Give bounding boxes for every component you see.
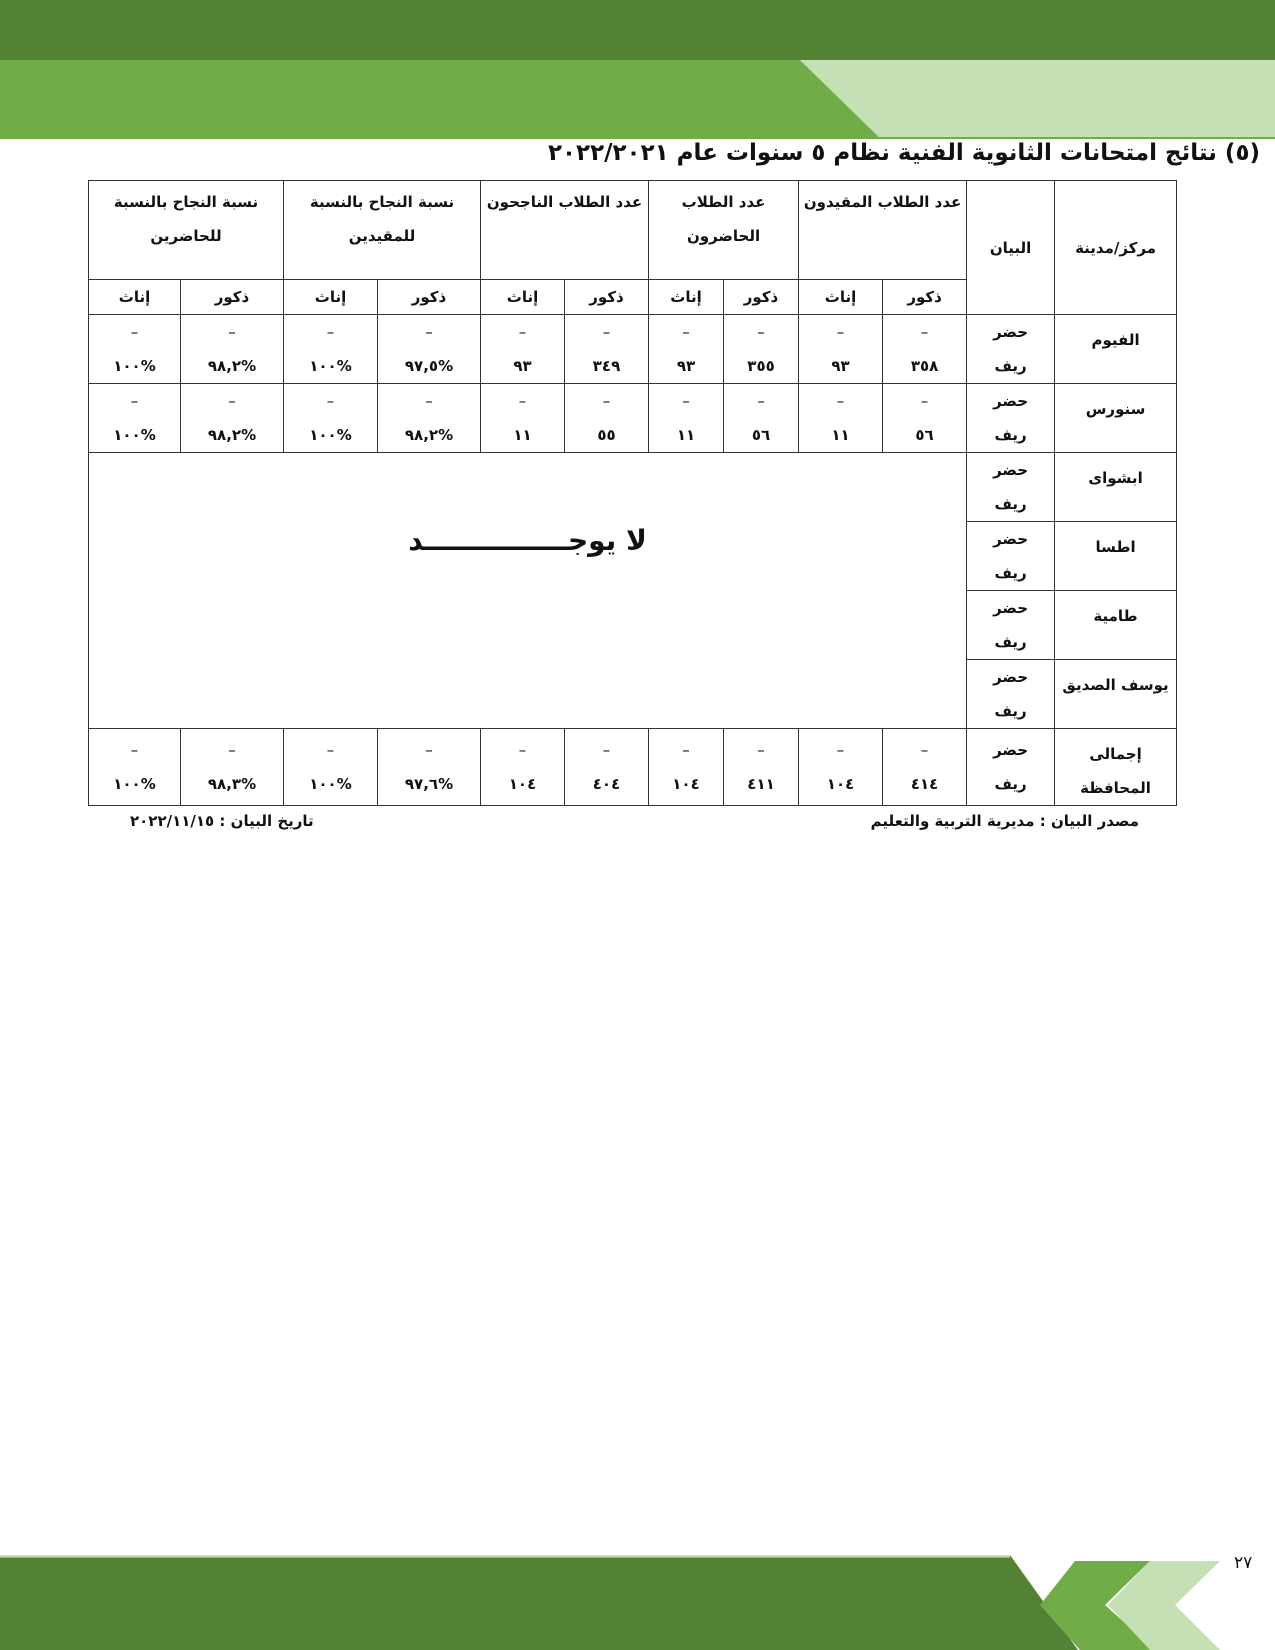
urban-label: حضر xyxy=(993,461,1028,479)
header-female: إناث xyxy=(649,280,724,315)
rural-label: ريف xyxy=(994,495,1027,513)
cell-value: – xyxy=(518,392,527,410)
row-center-name: ابشواى xyxy=(1055,453,1177,522)
rural-label: ريف xyxy=(994,702,1027,720)
cell-value: – xyxy=(326,323,335,341)
cell-value: ١٠٤ xyxy=(508,775,537,793)
cell-value: %٩٧,٥ xyxy=(404,357,454,375)
rural-label: ريف xyxy=(994,426,1027,444)
cell-value: ١٠٤ xyxy=(672,775,700,793)
cell-value: – xyxy=(682,323,690,341)
results-table xyxy=(88,180,1177,806)
header-female: إناث xyxy=(799,280,883,315)
cell-value: – xyxy=(757,741,765,759)
source-note: مصدر البيان : مديرية التربية والتعليم xyxy=(870,812,1139,830)
header-female: إناث xyxy=(89,280,181,315)
cell-value: ٣٥٨ xyxy=(910,357,939,375)
no-data-text: لا يوجـــــــــــــــد xyxy=(408,524,647,557)
header-male: ذكور xyxy=(883,280,967,315)
cell-value: %٩٨,٢ xyxy=(404,426,454,444)
cell-value: %٩٨,٢ xyxy=(207,426,257,444)
cell-value: – xyxy=(920,741,929,759)
cell-value: %١٠٠ xyxy=(113,426,156,444)
row-center-name: طامية xyxy=(1055,591,1177,660)
header-statement: البيان xyxy=(967,181,1055,315)
cell-value: ٤٠٤ xyxy=(592,775,621,793)
cell-value: – xyxy=(326,741,335,759)
cell-value: ٤١٤ xyxy=(910,775,939,793)
cell-value: – xyxy=(130,392,139,410)
cell-value: – xyxy=(228,392,236,410)
cell-value: – xyxy=(228,741,236,759)
table-row xyxy=(89,453,1177,522)
cell-value: %٩٨,٣ xyxy=(207,775,257,793)
cell-value: ٩٣ xyxy=(831,357,850,375)
cell-value: – xyxy=(130,323,139,341)
no-data-cell xyxy=(89,453,967,729)
urban-label: حضر xyxy=(993,323,1028,341)
header-enrolled: عدد الطلاب المقيدون xyxy=(799,181,967,280)
header-center: مركز/مدينة xyxy=(1055,181,1177,315)
cell-value: – xyxy=(425,741,433,759)
cell-value: %١٠٠ xyxy=(309,357,352,375)
rural-label: ريف xyxy=(994,357,1027,375)
cell-value: – xyxy=(920,392,929,410)
row-center-name: إجمالى المحافظة xyxy=(1055,729,1177,806)
row-labels xyxy=(967,315,1055,384)
table-row xyxy=(89,384,1177,453)
cell-value: – xyxy=(602,323,611,341)
page-title: (٥) نتائج امتحانات الثانوية الفنية نظام ٥ سنوات عام ٢٠٢٢/٢٠٢١ xyxy=(547,140,1260,166)
urban-label: حضر xyxy=(993,392,1028,410)
row-center-name: سنورس xyxy=(1055,384,1177,453)
cell-value: ٥٦ xyxy=(915,426,934,444)
cell-value: – xyxy=(602,741,611,759)
cell-value: ١١ xyxy=(676,426,696,444)
cell-value: – xyxy=(228,323,236,341)
urban-label: حضر xyxy=(993,530,1028,548)
cell-value: – xyxy=(326,392,335,410)
urban-label: حضر xyxy=(993,599,1028,617)
row-center-name: اطسا xyxy=(1055,522,1177,591)
cell-value: – xyxy=(920,323,929,341)
top-decorative-band xyxy=(0,0,1275,140)
rural-label: ريف xyxy=(994,564,1027,582)
header-female: إناث xyxy=(481,280,565,315)
header-male: ذكور xyxy=(724,280,799,315)
rural-label: ريف xyxy=(994,633,1027,651)
bottom-decorative-band xyxy=(0,1555,1275,1650)
cell-value: ٩٣ xyxy=(676,357,696,375)
header-attended: عدد الطلاب الحاضرون xyxy=(649,181,799,280)
cell-value: – xyxy=(757,392,765,410)
urban-label: حضر xyxy=(993,741,1028,759)
cell-value: – xyxy=(836,392,845,410)
cell-value: %٩٧,٦ xyxy=(404,775,454,793)
header-pass-rate-attended: نسبة النجاح بالنسبة للحاضرين xyxy=(89,181,284,280)
cell-value: %١٠٠ xyxy=(309,775,352,793)
cell-value: – xyxy=(836,741,845,759)
cell-value: – xyxy=(425,392,433,410)
header-female: إناث xyxy=(284,280,378,315)
cell-value: – xyxy=(836,323,845,341)
cell-value: ٥٦ xyxy=(751,426,771,444)
header-male: ذكور xyxy=(565,280,649,315)
urban-label: حضر xyxy=(993,668,1028,686)
cell-value: – xyxy=(130,741,139,759)
row-center-name: يوسف الصديق xyxy=(1055,660,1177,729)
row-labels xyxy=(967,660,1055,729)
cell-value: – xyxy=(518,741,527,759)
header-male: ذكور xyxy=(378,280,481,315)
page-number: ٢٧ xyxy=(1234,1553,1253,1573)
header-passed: عدد الطلاب الناجحون xyxy=(481,181,649,280)
header-male: ذكور xyxy=(181,280,284,315)
cell-value: – xyxy=(518,323,527,341)
cell-value: ٥٥ xyxy=(597,426,616,444)
cell-value: – xyxy=(602,392,611,410)
cell-value: ٤١١ xyxy=(747,775,775,793)
cell-value: – xyxy=(682,741,690,759)
cell-value: ١١ xyxy=(513,426,532,444)
cell-value: ٣٤٩ xyxy=(592,357,621,375)
cell-value: %١٠٠ xyxy=(309,426,352,444)
header-pass-rate-enrolled: نسبة النجاح بالنسبة للمقيدين xyxy=(284,181,481,280)
table-row-total xyxy=(89,729,1177,806)
cell-value: – xyxy=(682,392,690,410)
row-labels xyxy=(967,522,1055,591)
cell-value: ٣٥٥ xyxy=(747,357,775,375)
row-center-name: الفيوم xyxy=(1055,315,1177,384)
cell-value: %١٠٠ xyxy=(113,357,156,375)
row-labels xyxy=(967,591,1055,660)
cell-value: %٩٨,٢ xyxy=(207,357,257,375)
cell-value: ١٠٤ xyxy=(826,775,855,793)
cell-value: – xyxy=(425,323,433,341)
cell-value: %١٠٠ xyxy=(113,775,156,793)
row-labels xyxy=(967,729,1055,806)
table-row xyxy=(89,315,1177,384)
row-labels xyxy=(967,384,1055,453)
rural-label: ريف xyxy=(994,775,1027,793)
cell-value: – xyxy=(757,323,765,341)
date-note: تاريخ البيان : ٢٠٢٢/١١/١٥ xyxy=(130,812,314,830)
cell-value: ٩٣ xyxy=(513,357,532,375)
cell-value: ١١ xyxy=(831,426,850,444)
row-labels xyxy=(967,453,1055,522)
